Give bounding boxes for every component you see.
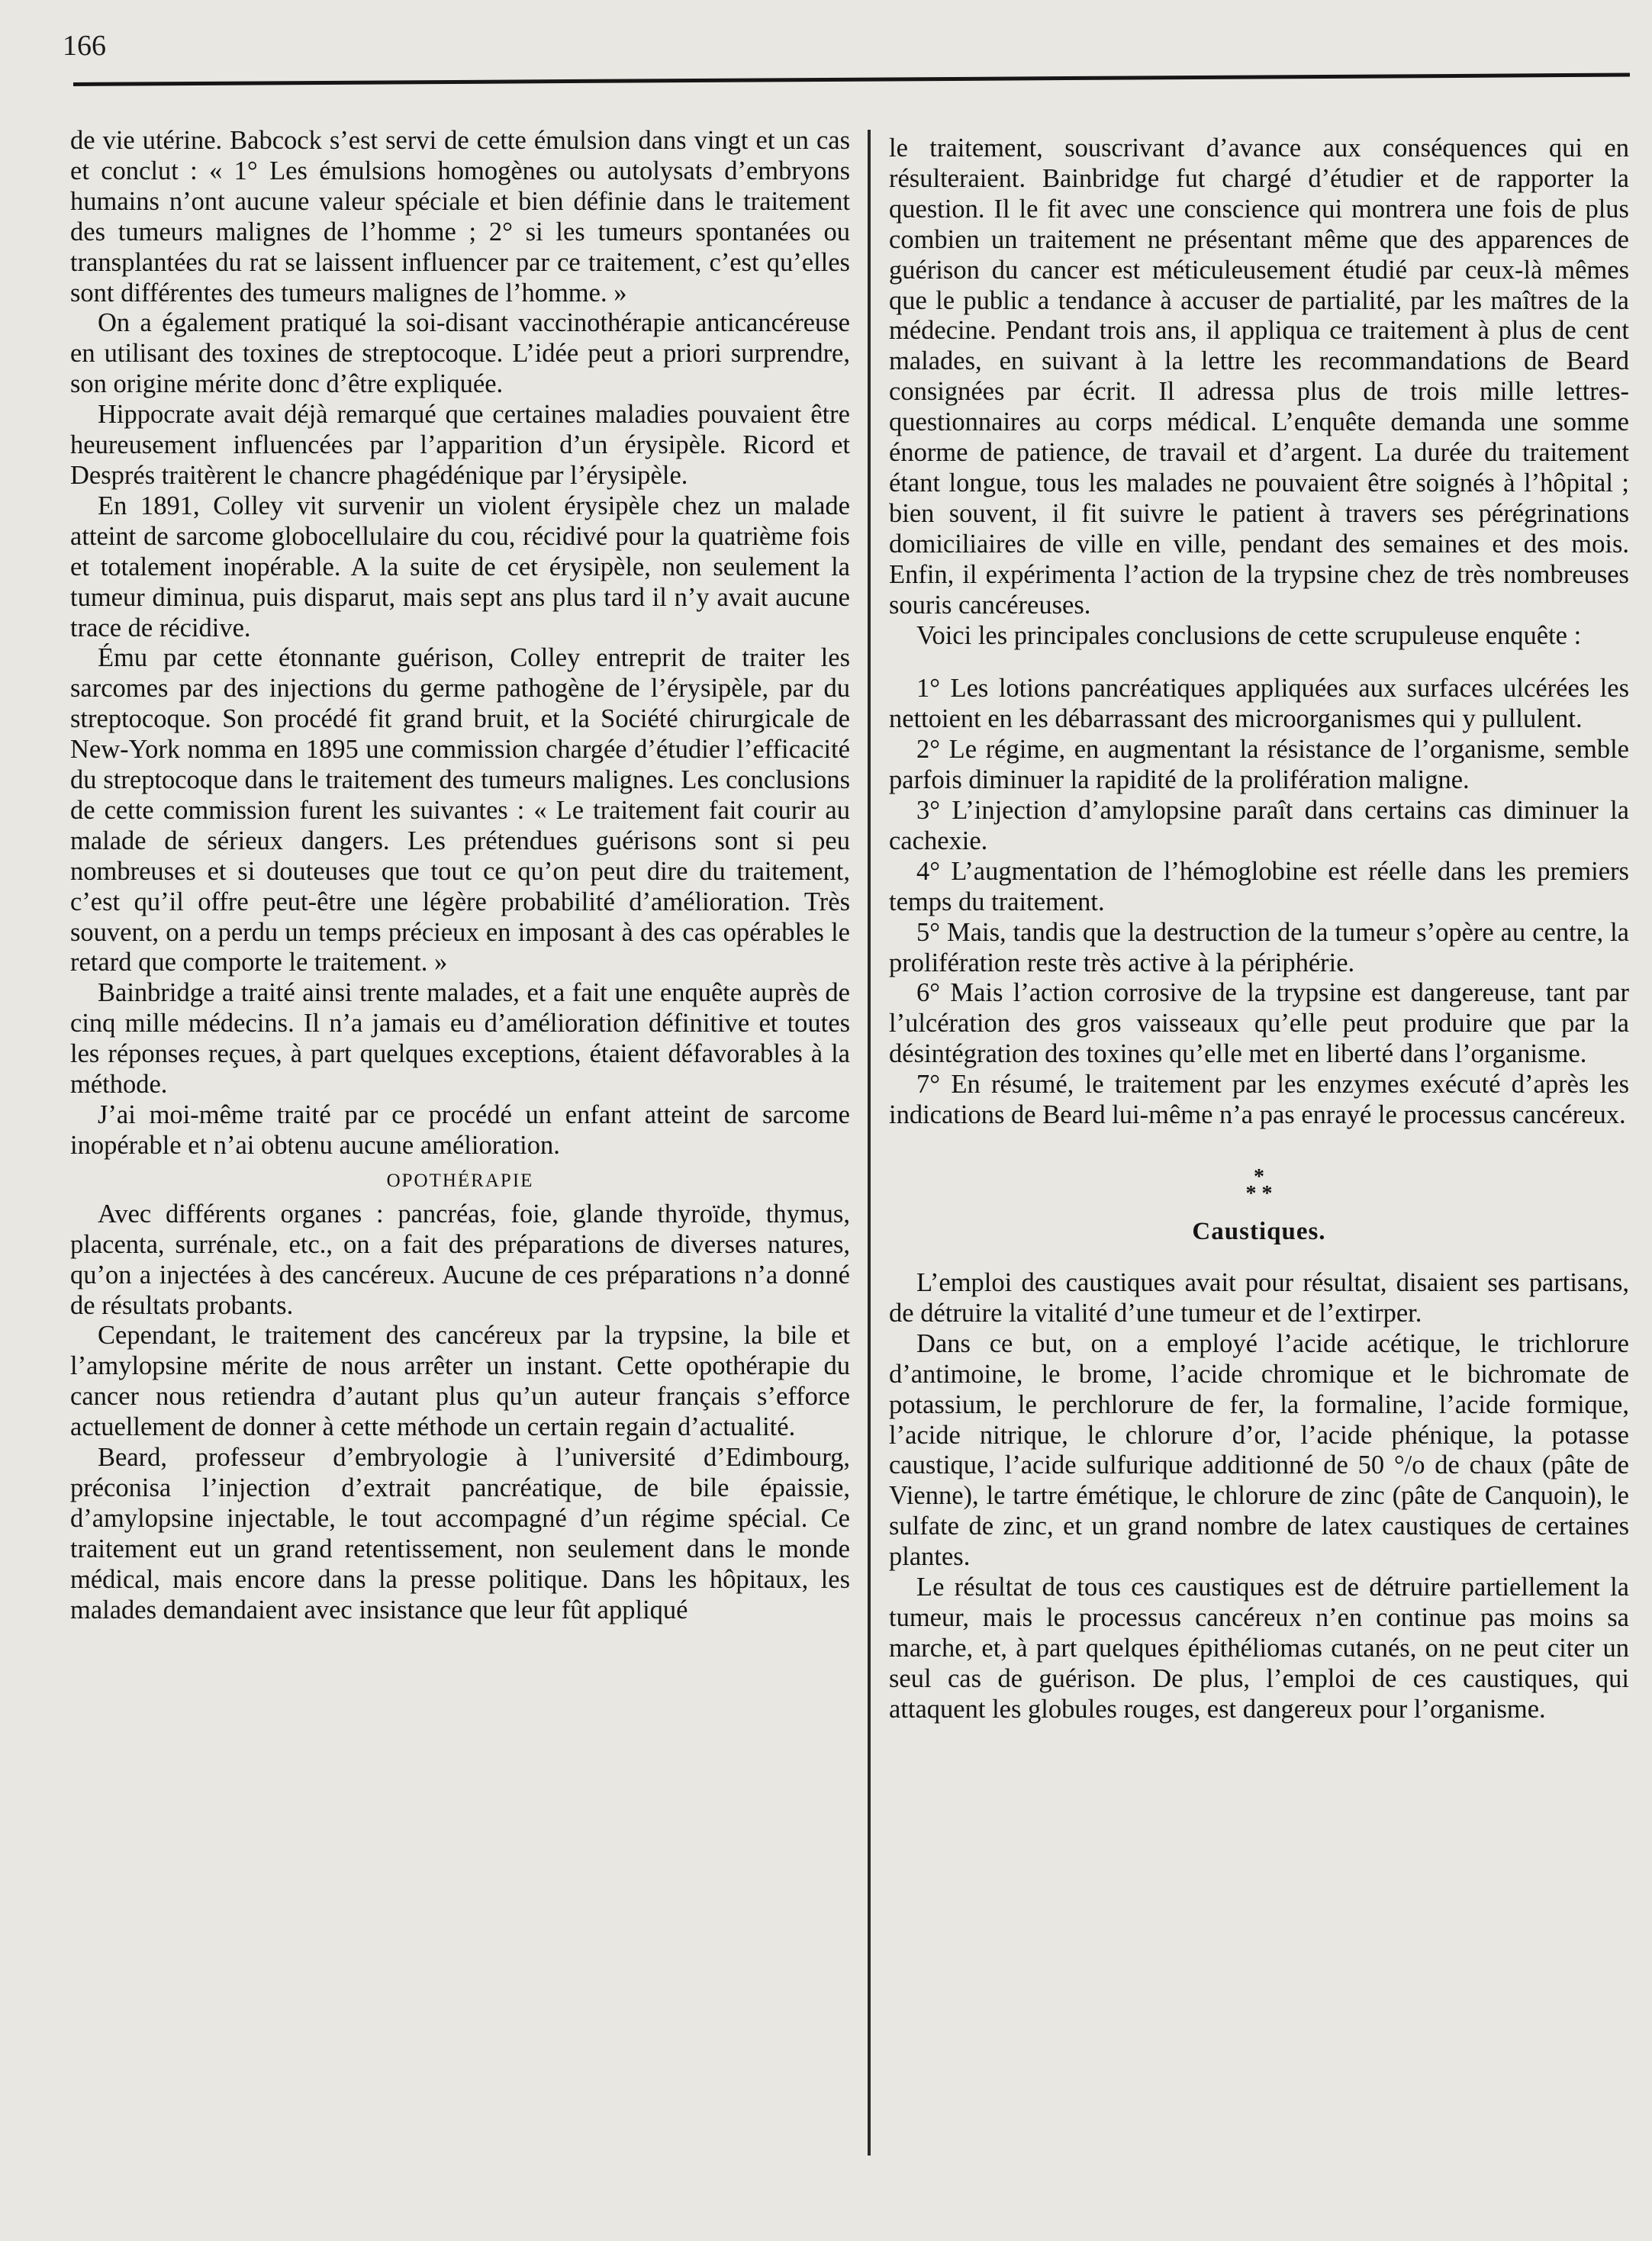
header-rule: [73, 73, 1630, 86]
conclusion-item: 2° Le régime, en augmentant la résistance de l’organisme, semble parfois diminuer la rapidité de la prolifération maligne.: [889, 735, 1629, 795]
paragraph: de vie utérine. Babcock s’est servi de cette émulsion dans vingt et un cas et conclut : « 1° Les émulsions homogènes ou autolysats d’embryons humains n’ont aucune valeur spéciale et bien définie dans le traitement des tumeurs malignes de l’homme ; 2° si les tumeurs spontanées ou transplantées du rat se laissent influencer par ce traitement, c’est qu’elles sont différentes des tumeurs malignes de l’homme. »: [70, 126, 850, 307]
paragraph: Ému par cette étonnante guérison, Colley entreprit de traiter les sarcomes par des injections du germe pathogène de l’érysipèle, par du streptocoque. Son procédé fit grand bruit, et la Société chirurgicale de New-York nomma en 1895 une commission chargée d’étudier l’efficacité du streptocoque dans le traitement des tumeurs malignes. Les conclusions de cette commission furent les suivantes : « Le traitement fait courir au malade de sérieux dangers. Les prétendues guérisons sont si peu nombreuses et si douteuses que tout ce qu’on peut dire du traitement, c’est qu’il offre peut-être une légère probabilité d’amélioration. Très souvent, on a perdu un temps précieux en imposant à des cas opérables le retard que comporte le traitement. »: [70, 643, 850, 977]
conclusion-item: 6° Mais l’action corrosive de la trypsine est dangereuse, tant par l’ulcération des gros vaisseaux qu’elle peut produire que par la désintégration des toxines qu’elle met en liberté dans l’organisme.: [889, 978, 1629, 1069]
page-number: 166: [63, 30, 106, 62]
paragraph: Le résultat de tous ces caustiques est de détruire partiellement la tumeur, mais le processus cancéreux n’en continue pas moins sa marche, et, à part quelques épithéliomas cutanés, on ne peut citer un seul cas de guérison. De plus, l’emploi de ces caustiques, qui attaquent les globules rouges, est dangereux pour l’organisme.: [889, 1573, 1629, 1724]
paragraph: Bainbridge a traité ainsi trente malades, et a fait une enquête auprès de cinq mille médecins. Il n’a jamais eu d’amélioration définitive et toutes les réponses reçues, à part quelques exceptions, étaient défavorables à la méthode.: [70, 978, 850, 1100]
paragraph: Hippocrate avait déjà remarqué que certaines maladies pouvaient être heureusement influencées par l’apparition d’un érysipèle. Ricord et Després traitèrent le chancre phagédénique par l’érysipèle.: [70, 400, 850, 490]
paragraph: J’ai moi-même traité par ce procédé un enfant atteint de sarcome inopérable et n’ai obtenu aucune amélioration.: [70, 1100, 850, 1160]
right-column: [889, 134, 1629, 1725]
paragraph: En 1891, Colley vit survenir un violent érysipèle chez un malade atteint de sarcome globocellulaire du cou, récidivé pour la quatrième fois et totalement inopérable. A la suite de cet érysipèle, non seulement la tumeur diminua, puis disparut, mais sept ans plus tard il n’y avait aucune trace de récidive.: [70, 491, 850, 642]
column-divider: [868, 130, 871, 2156]
paragraph: Voici les principales conclusions de cette scrupuleuse enquête :: [916, 620, 1582, 650]
paragraph: Avec différents organes : pancréas, foie, glande thyroïde, thymus, placenta, surrénale, etc., on a fait des préparations de diverses natures, qu’on a injectées à des cancéreux. Aucune de ces préparations n’a donné de résultats probants.: [70, 1199, 850, 1320]
section-dinkus: [889, 1165, 1629, 1206]
section-heading-caustiques: Caustiques.: [1192, 1218, 1326, 1245]
paragraph: Beard, professeur d’embryologie à l’université d’Edimbourg, préconisa l’injection d’extrait pancréatique, de bile épaissie, d’amylopsine injectable, le tout accompagné d’un régime spécial. Ce traitement eut un grand retentissement, non seulement dans le monde médical, mais encore dans la presse politique. Dans les hôpitaux, les malades demandaient avec insistance que leur fût appliqué: [70, 1443, 850, 1624]
conclusion-item: 4° L’augmentation de l’hémoglobine est réelle dans les premiers temps du traitement.: [889, 856, 1629, 916]
paragraph: L’emploi des caustiques avait pour résultat, disaient ses partisans, de détruire la vitalité d’une tumeur et de l’extirper.: [889, 1268, 1629, 1328]
paragraph: Cependant, le traitement des cancéreux par la trypsine, la bile et l’amylopsine mérite de nous arrêter un instant. Cette opothérapie du cancer nous retiendra d’autant plus qu’un auteur français s’efforce actuellement de donner à cette méthode un certain regain d’actualité.: [70, 1321, 850, 1442]
conclusion-item: 3° L’injection d’amylopsine paraît dans certains cas diminuer la cachexie.: [889, 796, 1629, 855]
conclusion-item: 1° Les lotions pancréatiques appliquées aux surfaces ulcérées les nettoient en les débarrassant des microorganismes qui y pullulent.: [889, 674, 1629, 734]
conclusion-item: 5° Mais, tandis que la destruction de la tumeur s’opère au centre, la prolifération reste très active à la périphérie.: [889, 917, 1629, 977]
dinkus-top: *: [1254, 1165, 1264, 1189]
paragraph: On a également pratiqué la soi-disant vaccinothérapie anticancéreuse en utilisant des toxines de streptocoque. L’idée peut a priori surprendre, son origine mérite donc d’être expliquée.: [70, 308, 850, 399]
section-heading-opotherapie: OPOTHÉRAPIE: [386, 1170, 534, 1191]
paragraph: le traitement, souscrivant d’avance aux conséquences qui en résulteraient. Bainbridge fut chargé d’étudier et de rapporter la question. Il le fit avec une conscience qui montrera une fois de plus combien un traitement ne présentant même que des apparences de guérison du cancer est méticuleusement étudié par ceux-là mêmes que le public a tendance à accuser de partialité, par les maîtres de la médecine. Pendant trois ans, il appliqua ce traitement à plus de cent malades, en suivant à la lettre les recommandations de Beard consignées par écrit. Il adressa plus de trois mille lettres-questionnaires au corps médical. L’enquête demanda une somme énorme de patience, de travail et d’argent. La durée du traitement étant longue, tous les malades ne pouvaient être soignés à l’hôpital ; bien souvent, il fit suivre le patient à travers ses pérégrinations domiciliaires de ville en ville, pendant des semaines et des mois. Enfin, il expérimenta l’action de la trypsine chez de très nombreuses souris cancéreuses.: [889, 134, 1629, 620]
paragraph: Dans ce but, on a employé l’acide acétique, le trichlorure d’antimoine, le brome, l’acide chromique et le bichromate de potassium, le perchlorure de fer, la formaline, l’acide formique, l’acide nitrique, le chlorure d’or, l’acide phénique, la potasse caustique, l’acide sulfurique additionné de 50 °/o de chaux (pâte de Vienne), le tartre émétique, le chlorure de zinc (pâte de Canquoin), le sulfate de zinc, et un grand nombre de latex caustiques de certaines plantes.: [889, 1328, 1629, 1572]
conclusion-item: 7° En résumé, le traitement par les enzymes exécuté d’après les indications de Beard lui-même n’a pas enrayé le processus cancéreux.: [889, 1070, 1629, 1130]
dinkus-bottom: * *: [1245, 1182, 1273, 1206]
left-column: [70, 126, 850, 1626]
